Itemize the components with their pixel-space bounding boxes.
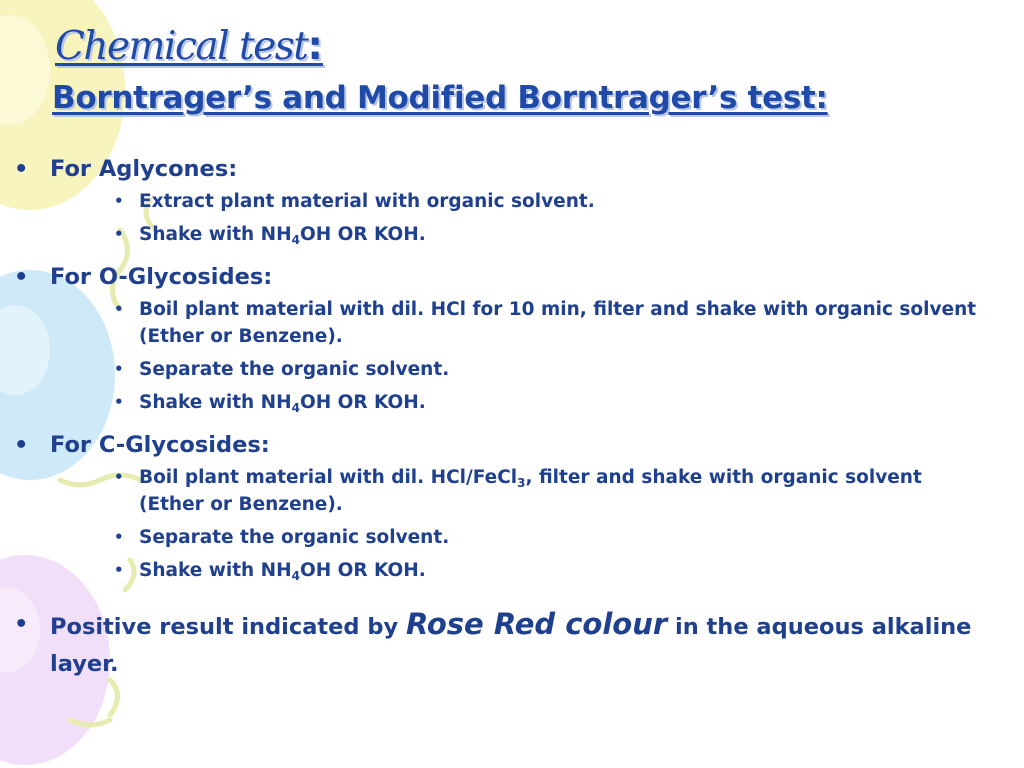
sub-bullet <box>114 524 1004 551</box>
title-main-text: Chemical test <box>55 24 308 69</box>
bullet-heading: For Aglycones: <box>50 156 238 182</box>
sub-bullet-glyph: • <box>114 300 124 318</box>
sub-bullet-glyph: • <box>114 225 124 243</box>
sub-list-o-glycosides <box>114 294 1004 428</box>
sub-bullet <box>114 188 1004 215</box>
sub-bullet <box>114 221 1004 248</box>
bullet-glyph: • <box>14 432 29 458</box>
sub-bullet <box>114 389 1004 416</box>
bullet-heading: For O-Glycosides: <box>50 264 273 290</box>
sub-bullet <box>114 356 1004 383</box>
bullet-conclusion <box>14 606 1004 683</box>
sub-bullet-text: Separate the organic solvent. <box>139 359 450 380</box>
slide-subtitle: Borntrager’s and Modified Borntrager’s test: <box>52 80 828 116</box>
bullet-c-glycosides <box>14 428 1004 462</box>
sub-bullet-text: Separate the organic solvent. <box>139 527 450 548</box>
bullet-glyph: • <box>14 156 29 182</box>
sub-bullet-glyph: • <box>114 360 124 378</box>
slide-title <box>55 24 323 69</box>
sub-bullet <box>114 296 1004 350</box>
sub-bullet-text: Shake with $NH_4OH$ OR KOH. <box>139 224 426 247</box>
sub-bullet-text: Extract plant material with organic solvent. <box>139 191 595 212</box>
sub-bullet-glyph: • <box>114 192 124 210</box>
title-colon: : <box>307 24 324 69</box>
sub-bullet-text: Shake with $NH_4OH$ OR KOH. <box>139 392 426 415</box>
sub-bullet-glyph: • <box>114 468 124 486</box>
conclusion-text: Positive result indicated by Rose Red colour in the aqueous alkaline layer. <box>50 607 972 677</box>
sub-bullet-text: Boil plant material with dil. HCl/FeCl$_3$, filter and shake with organic solvent (Ether or Benzene). <box>139 467 922 515</box>
sub-list-aglycones <box>114 186 1004 260</box>
bullet-glyph: • <box>14 264 29 290</box>
sub-bullet <box>114 464 1004 518</box>
rose-red-emphasis: Rose Red colour <box>405 607 668 641</box>
sub-bullet <box>114 557 1004 584</box>
bullet-glyph: • <box>14 611 29 637</box>
bullet-aglycones <box>14 152 1004 186</box>
sub-bullet-text: Boil plant material with dil. HCl for 10 min, filter and shake with organic solvent (Ether or Benzene). <box>139 299 977 347</box>
sub-bullet-glyph: • <box>114 393 124 411</box>
bullet-o-glycosides <box>14 260 1004 294</box>
bullet-heading: For C-Glycosides: <box>50 432 270 458</box>
sub-bullet-text: Shake with $NH_4OH$ OR KOH. <box>139 560 426 583</box>
sub-list-c-glycosides <box>114 462 1004 596</box>
sub-bullet-glyph: • <box>114 561 124 579</box>
bullet-list <box>14 152 1004 683</box>
sub-bullet-glyph: • <box>114 528 124 546</box>
